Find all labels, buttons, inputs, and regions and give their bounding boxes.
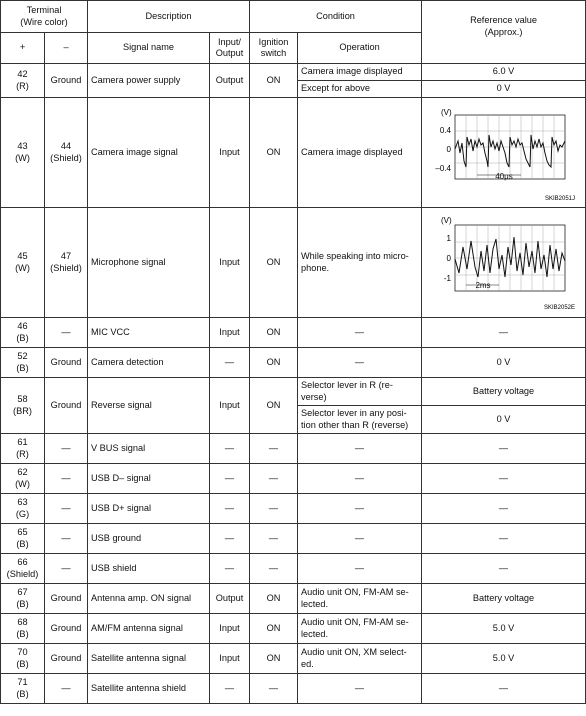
terminal-plus: 52 (B) bbox=[1, 348, 45, 378]
table-row bbox=[1, 464, 586, 494]
table-row bbox=[1, 494, 586, 524]
waveform-y-top: 0.4 bbox=[439, 125, 451, 135]
operation: Camera image displayed bbox=[298, 64, 422, 81]
input-output: Output bbox=[210, 64, 250, 98]
table-row bbox=[1, 318, 586, 348]
reference-waveform bbox=[422, 98, 586, 208]
ignition-switch: ON bbox=[250, 644, 298, 674]
operation: Selector lever in any posi- tion other than R (reverse) bbox=[298, 406, 422, 434]
signal-name: Camera detection bbox=[88, 348, 210, 378]
waveform-unit: (V) bbox=[440, 107, 452, 117]
signal-name: MIC VCC bbox=[88, 318, 210, 348]
header-condition: Condition bbox=[250, 1, 422, 33]
signal-name: USB shield bbox=[88, 554, 210, 584]
reference-value: — bbox=[422, 494, 586, 524]
signal-name: Microphone signal bbox=[88, 208, 210, 318]
terminal-plus: 43 (W) bbox=[1, 98, 45, 208]
table-row bbox=[1, 434, 586, 464]
input-output: — bbox=[210, 554, 250, 584]
operation: — bbox=[298, 554, 422, 584]
header-plus: + bbox=[1, 33, 45, 64]
input-output: — bbox=[210, 434, 250, 464]
signal-name: USB ground bbox=[88, 524, 210, 554]
input-output: Input bbox=[210, 644, 250, 674]
table-row bbox=[1, 524, 586, 554]
reference-value: 0 V bbox=[422, 348, 586, 378]
table-row bbox=[1, 348, 586, 378]
table-row bbox=[1, 554, 586, 584]
figure-code: SKIB2052E bbox=[543, 304, 575, 311]
header-operation: Operation bbox=[298, 33, 422, 64]
microphone-waveform bbox=[429, 211, 579, 315]
reference-value: 0 V bbox=[422, 406, 586, 434]
header-ignition-switch: Ignition switch bbox=[250, 33, 298, 64]
operation: Audio unit ON, XM select- ed. bbox=[298, 644, 422, 674]
terminal-minus: Ground bbox=[45, 644, 88, 674]
table-row bbox=[1, 674, 586, 704]
reference-value: — bbox=[422, 434, 586, 464]
waveform-y-mid: 0 bbox=[446, 253, 451, 263]
input-output: — bbox=[210, 494, 250, 524]
terminal-plus: 67 (B) bbox=[1, 584, 45, 614]
terminal-minus: Ground bbox=[45, 64, 88, 98]
operation: — bbox=[298, 348, 422, 378]
table-row bbox=[1, 614, 586, 644]
input-output: Input bbox=[210, 318, 250, 348]
table-row bbox=[1, 378, 586, 406]
operation: — bbox=[298, 318, 422, 348]
terminal-minus: — bbox=[45, 554, 88, 584]
reference-value: 5.0 V bbox=[422, 614, 586, 644]
ignition-switch: ON bbox=[250, 318, 298, 348]
terminal-plus: 66 (Shield) bbox=[1, 554, 45, 584]
operation: While speaking into micro- phone. bbox=[298, 208, 422, 318]
reference-value: — bbox=[422, 674, 586, 704]
signal-name: AM/FM antenna signal bbox=[88, 614, 210, 644]
terminal-plus: 61 (R) bbox=[1, 434, 45, 464]
input-output: Output bbox=[210, 584, 250, 614]
ignition-switch: — bbox=[250, 554, 298, 584]
waveform-unit: (V) bbox=[440, 215, 452, 225]
operation: Audio unit ON, FM-AM se- lected. bbox=[298, 614, 422, 644]
ignition-switch: ON bbox=[250, 584, 298, 614]
terminal-plus: 68 (B) bbox=[1, 614, 45, 644]
waveform-y-top: 1 bbox=[446, 233, 451, 243]
reference-value: 6.0 V bbox=[422, 64, 586, 81]
ignition-switch: ON bbox=[250, 64, 298, 98]
header-terminal: Terminal (Wire color) bbox=[1, 1, 88, 33]
operation: Camera image displayed bbox=[298, 98, 422, 208]
header-reference: Reference value (Approx.) bbox=[422, 1, 586, 64]
terminal-minus: Ground bbox=[45, 614, 88, 644]
operation: Except for above bbox=[298, 81, 422, 98]
ignition-switch: ON bbox=[250, 614, 298, 644]
terminal-plus: 70 (B) bbox=[1, 644, 45, 674]
signal-name: Satellite antenna signal bbox=[88, 644, 210, 674]
header-signal-name: Signal name bbox=[88, 33, 210, 64]
header-minus: – bbox=[45, 33, 88, 64]
terminal-minus: Ground bbox=[45, 348, 88, 378]
operation: Selector lever in R (re- verse) bbox=[298, 378, 422, 406]
table-row bbox=[1, 98, 586, 208]
terminal-minus: 44 (Shield) bbox=[45, 98, 88, 208]
ignition-switch: ON bbox=[250, 98, 298, 208]
input-output: — bbox=[210, 348, 250, 378]
ignition-switch: — bbox=[250, 464, 298, 494]
terminal-plus: 46 (B) bbox=[1, 318, 45, 348]
signal-name: USB D– signal bbox=[88, 464, 210, 494]
input-output: — bbox=[210, 464, 250, 494]
operation: — bbox=[298, 434, 422, 464]
input-output: — bbox=[210, 674, 250, 704]
table-row bbox=[1, 64, 586, 81]
terminal-minus: — bbox=[45, 524, 88, 554]
waveform-time-label: 2ms bbox=[474, 280, 491, 290]
operation: — bbox=[298, 524, 422, 554]
reference-value: — bbox=[422, 554, 586, 584]
reference-value: Battery voltage bbox=[422, 584, 586, 614]
figure-code: SKIB2051J bbox=[544, 195, 575, 202]
ignition-switch: — bbox=[250, 674, 298, 704]
ignition-switch: ON bbox=[250, 208, 298, 318]
waveform-time-label: 40μs bbox=[494, 171, 513, 181]
terminal-minus: — bbox=[45, 494, 88, 524]
terminal-minus: 47 (Shield) bbox=[45, 208, 88, 318]
terminal-minus: — bbox=[45, 434, 88, 464]
ignition-switch: ON bbox=[250, 378, 298, 434]
ignition-switch: — bbox=[250, 494, 298, 524]
waveform-y-bot: –0.4 bbox=[434, 163, 451, 173]
signal-name: USB D+ signal bbox=[88, 494, 210, 524]
ignition-switch: — bbox=[250, 524, 298, 554]
terminal-plus: 42 (R) bbox=[1, 64, 45, 98]
signal-name: Camera image signal bbox=[88, 98, 210, 208]
operation: — bbox=[298, 464, 422, 494]
signal-name: Satellite antenna shield bbox=[88, 674, 210, 704]
header-input-output: Input/ Output bbox=[210, 33, 250, 64]
input-output: Input bbox=[210, 614, 250, 644]
terminal-minus: — bbox=[45, 674, 88, 704]
reference-value: — bbox=[422, 318, 586, 348]
terminal-minus: — bbox=[45, 464, 88, 494]
ignition-switch: — bbox=[250, 434, 298, 464]
terminal-minus: Ground bbox=[45, 378, 88, 434]
terminal-plus: 65 (B) bbox=[1, 524, 45, 554]
waveform-y-mid: 0 bbox=[446, 144, 451, 154]
waveform-y-bot: -1 bbox=[443, 273, 451, 283]
input-output: Input bbox=[210, 208, 250, 318]
operation: — bbox=[298, 494, 422, 524]
table-row bbox=[1, 584, 586, 614]
input-output: Input bbox=[210, 378, 250, 434]
signal-name: V BUS signal bbox=[88, 434, 210, 464]
terminal-minus: — bbox=[45, 318, 88, 348]
signal-name: Camera power supply bbox=[88, 64, 210, 98]
reference-waveform bbox=[422, 208, 586, 318]
reference-value: Battery voltage bbox=[422, 378, 586, 406]
operation: — bbox=[298, 674, 422, 704]
reference-value: — bbox=[422, 524, 586, 554]
reference-value: 0 V bbox=[422, 81, 586, 98]
input-output: — bbox=[210, 524, 250, 554]
camera-waveform bbox=[429, 101, 579, 205]
signal-name: Reverse signal bbox=[88, 378, 210, 434]
ignition-switch: ON bbox=[250, 348, 298, 378]
terminal-plus: 62 (W) bbox=[1, 464, 45, 494]
terminal-plus: 58 (BR) bbox=[1, 378, 45, 434]
terminal-minus: Ground bbox=[45, 584, 88, 614]
header-description: Description bbox=[88, 1, 250, 33]
input-output: Input bbox=[210, 98, 250, 208]
signal-name: Antenna amp. ON signal bbox=[88, 584, 210, 614]
terminal-plus: 63 (G) bbox=[1, 494, 45, 524]
reference-value: — bbox=[422, 464, 586, 494]
reference-value: 5.0 V bbox=[422, 644, 586, 674]
terminal-plus: 45 (W) bbox=[1, 208, 45, 318]
operation: Audio unit ON, FM-AM se- lected. bbox=[298, 584, 422, 614]
table-row bbox=[1, 644, 586, 674]
table-row bbox=[1, 208, 586, 318]
terminal-plus: 71 (B) bbox=[1, 674, 45, 704]
